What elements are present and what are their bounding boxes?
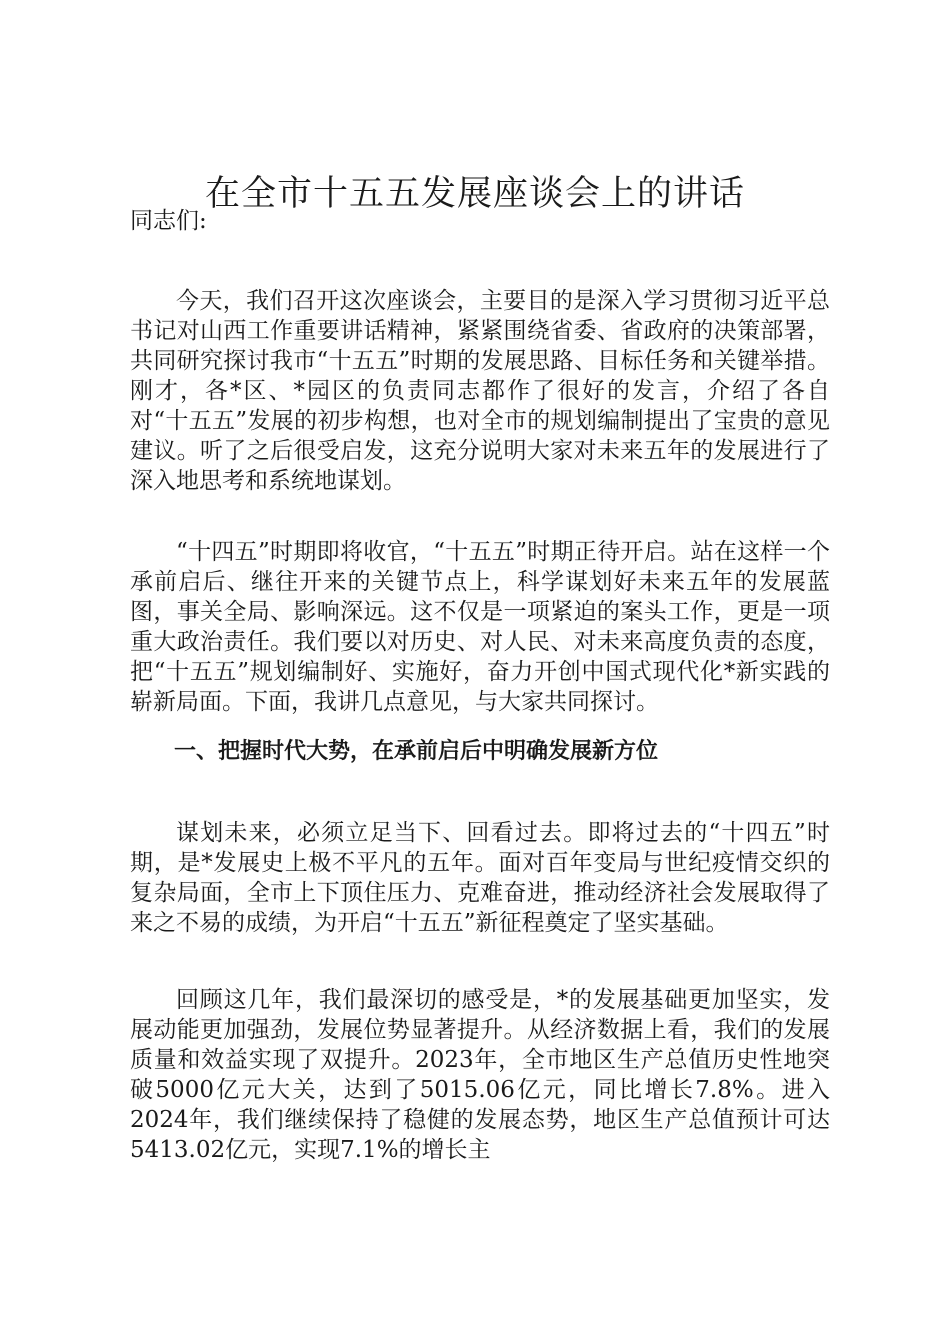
section-heading: 一、把握时代大势，在承前启后中明确发展新方位 xyxy=(174,739,659,764)
paragraph-review: 谋划未来，必须立足当下、回看过去。即将过去的“十四五”时期，是*发展史上极不平凡的五年。面对百年变局与世纪疫情交织的复杂局面，全市上下顶住压力、克难奋进，推动经济社会发展取得了来之不易的成绩，为开启“十五五”新征程奠定了坚实基础。 xyxy=(130,820,830,936)
paragraph-intro: 今天，我们召开这次座谈会，主要目的是深入学习贯彻习近平总书记对山西工作重要讲话精神，紧紧围绕省委、省政府的决策部署，共同研究探讨我市“十五五”时期的发展思路、目标任务和关键举措。刚才，各*区、*园区的负责同志都作了很好的发言，介绍了各自对“十五五”发展的初步构想，也对全市的规划编制提出了宝贵的意见建议。听了之后很受启发，这充分说明大家对未来五年的发展进行了深入地思考和系统地谋划。 xyxy=(130,288,830,494)
document-title: 在全市十五五发展座谈会上的讲话 xyxy=(204,174,745,214)
paragraph-context: “十四五”时期即将收官，“十五五”时期正待开启。站在这样一个承前启后、继往开来的关键节点上，科学谋划好未来五年的发展蓝图，事关全局、影响深远。这不仅是一项紧迫的案头工作，更是一项重大政治责任。我们要以对历史、对人民、对未来高度负责的态度，把“十五五”规划编制好、实施好，奋力开创中国式现代化*新实践的崭新局面。下面，我讲几点意见，与大家共同探讨。 xyxy=(130,539,830,715)
paragraph-achievements: 回顾这几年，我们最深切的感受是，*的发展基础更加坚实，发展动能更加强劲，发展位势显著提升。从经济数据上看，我们的发展质量和效益实现了双提升。2023年，全市地区生产总值历史性地突破5000亿元大关，达到了5015.06亿元，同比增长7.8%。进入2024年，我们继续保持了稳健的发展态势，地区生产总值预计可达5413.02亿元，实现7.1%的增长主 xyxy=(130,987,830,1163)
salutation: 同志们: xyxy=(130,208,207,234)
